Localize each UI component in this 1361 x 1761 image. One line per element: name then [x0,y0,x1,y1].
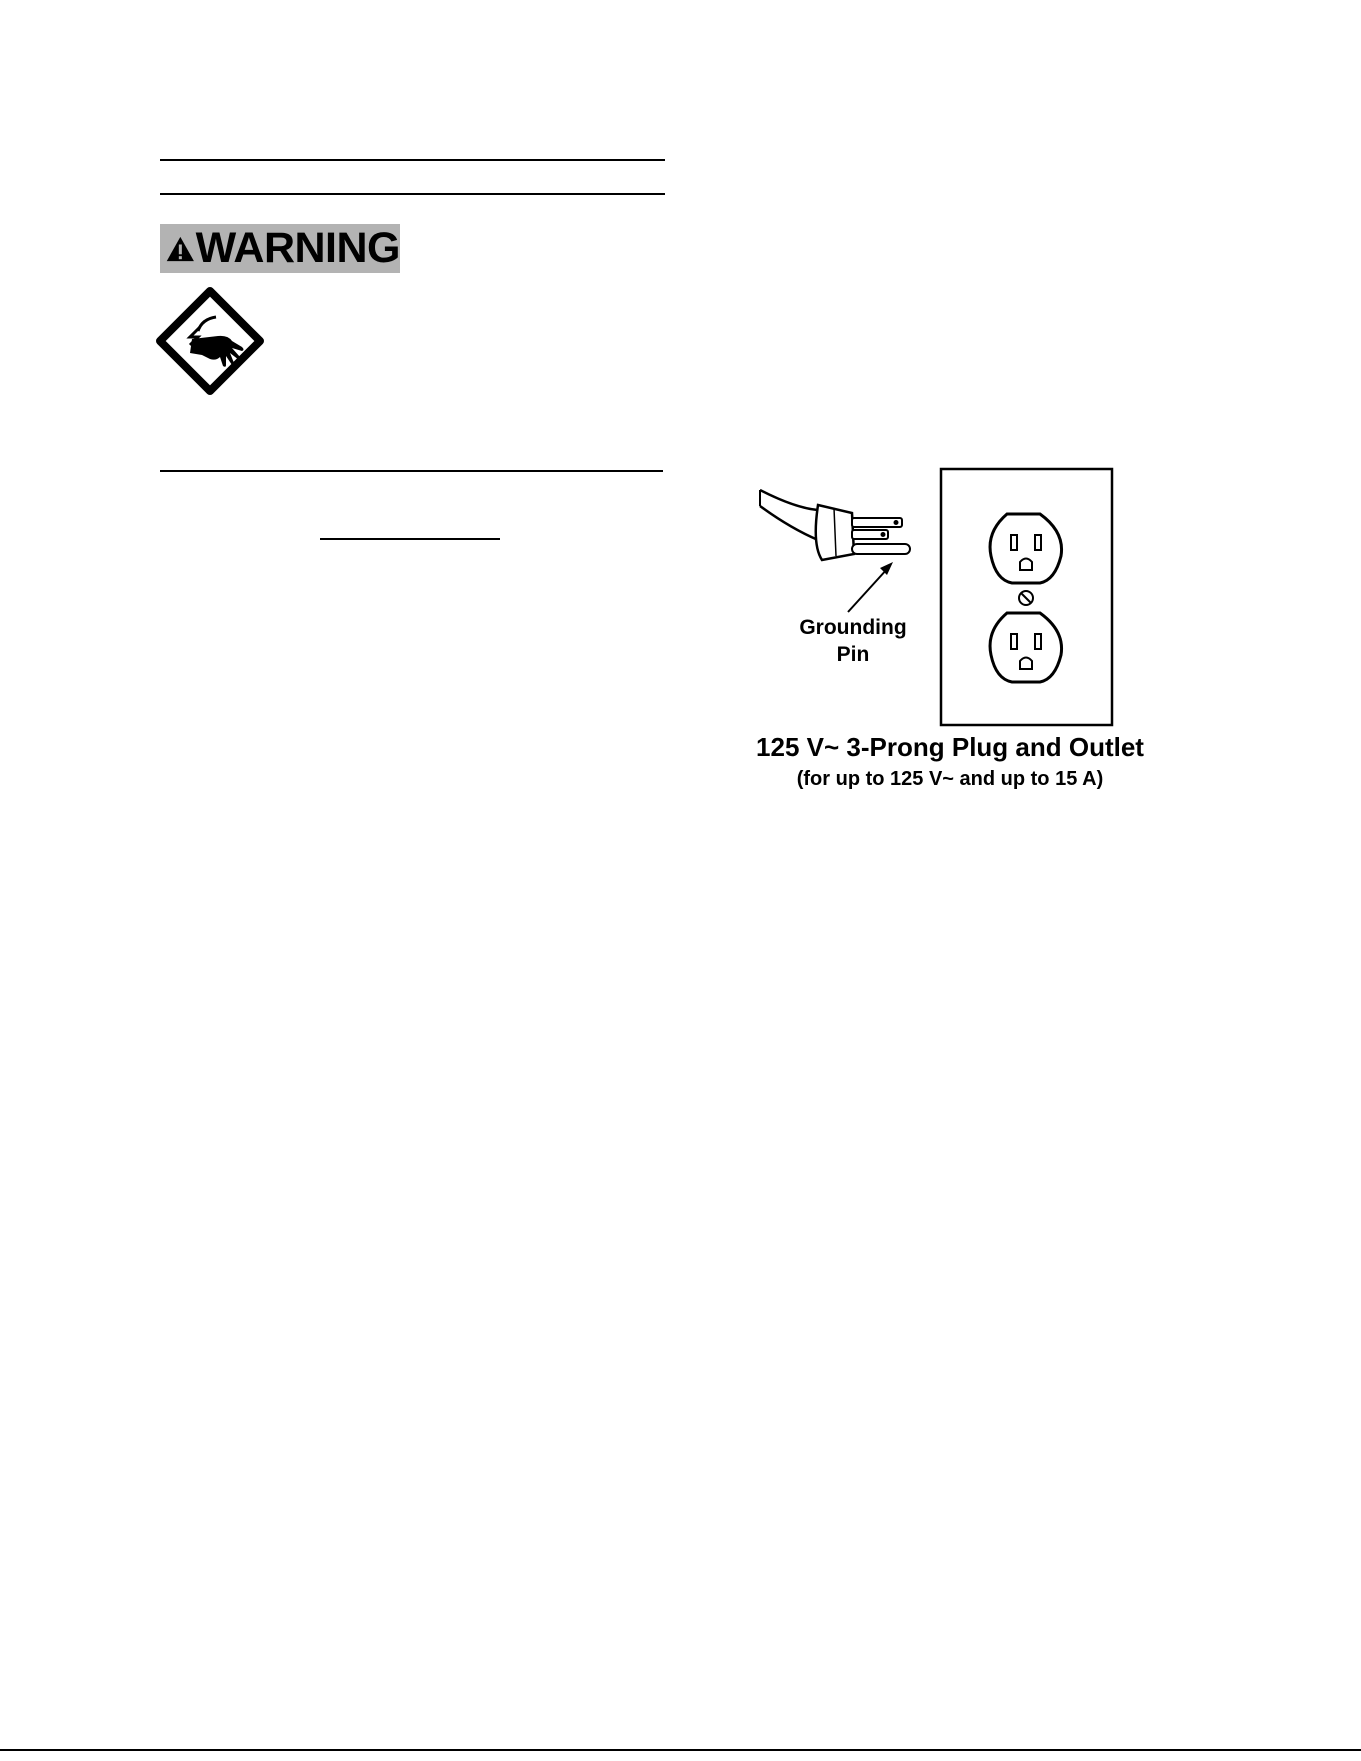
grounding-label-line1: Grounding [799,616,907,639]
grounding-pin [852,544,910,554]
second-rule [160,193,665,195]
section-rule [160,470,663,472]
short-rule [320,538,500,540]
grounding-pointer [848,568,888,612]
warning-badge [160,224,400,273]
grounding-pin-label [778,614,928,668]
exclamation-triangle-icon [166,231,195,267]
top-rule [160,159,665,161]
grounding-label-line2: Pin [836,643,870,666]
power-cord [760,490,818,510]
electric-shock-hand-icon [156,287,264,395]
figure-caption-title: 125 V~ 3-Prong Plug and Outlet [756,732,1144,762]
warning-label: WARNING [195,224,400,272]
figure-caption-subtitle: (for up to 125 V~ and up to 15 A) [796,768,1104,790]
footer-rule [0,1749,1361,1751]
